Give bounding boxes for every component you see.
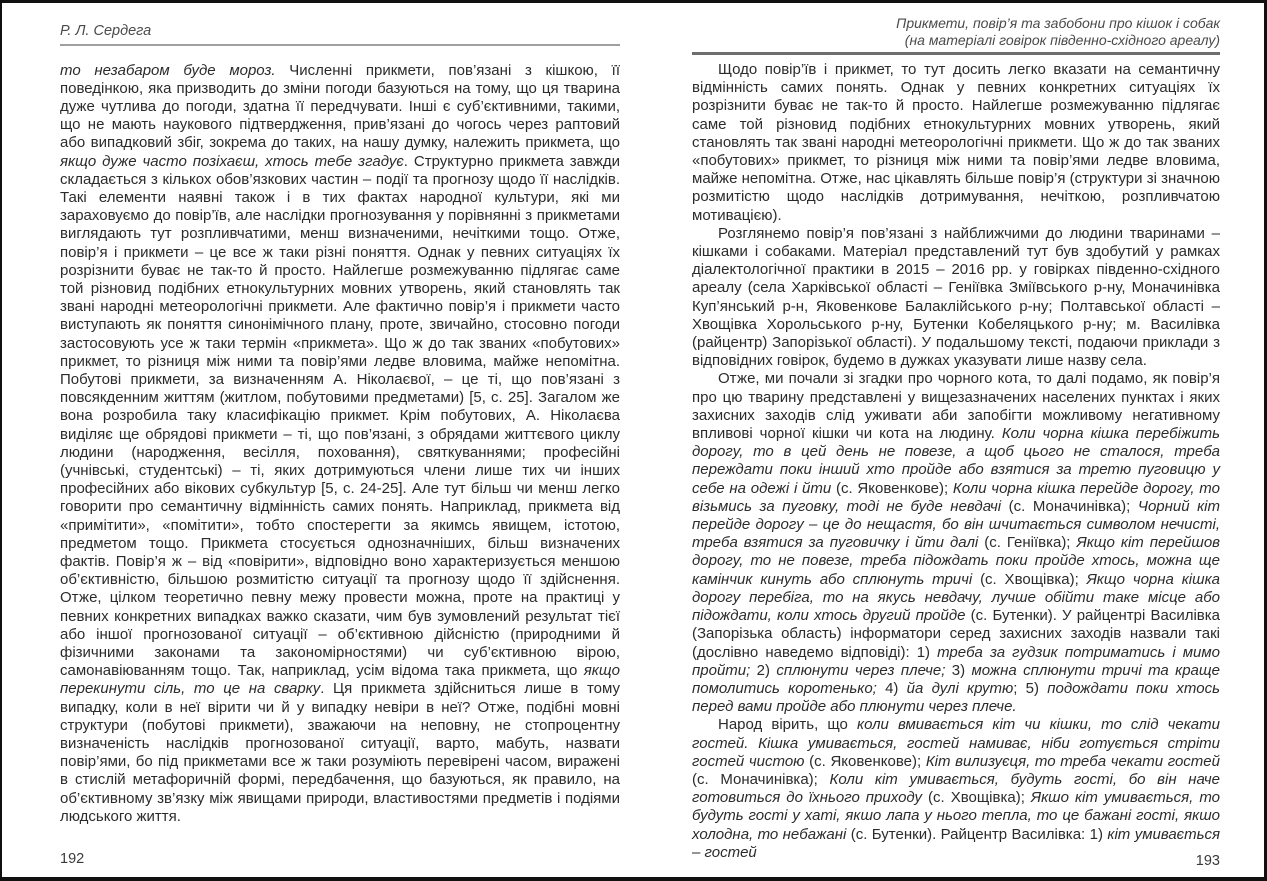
paragraph-continuation: то незабаром буде мороз. Численні прикмети, пов’язані з кішкою, її поведінкою, яка призводить до зміни погоди базуються на тому, що ця тварина дуже чутлива до погоди, здатна її передчувати. Інші є суб’єктивними, такими, що не мають наукового підтвердження, прив’язані до чогось через раптовий або випадковий збіг, зокрема до таких, на нашу думку, належить прикмета, що якщо дуже часто позіхаєш, хтось тебе згадує. Структурно прикмета завжди складається з кількох обов’язкових частин – події та прогнозу щодо її наслідків. Такі елементи наявні також і в тих фактах народної культури, які ми зараховуємо до повір’їв, але наслідки прогнозування у порівнянні з прикметами виглядають тут розпливчатими, менш визначеними, нечіткими тощо. Отже, повір’я і прикмети – це все ж таки різні поняття. Однак у певних ситуаціях їх розрізнити буває не так-то й просто. Найлегше розмежуванню підлягає саме той різновид подібних етнокультурних мовних утворень, який становлять так звані народні метеорологічні прикмети. Але фактично повір’я і прикмети часто виступають як поняття синонімічного плану, проте, звичайно, стосовно погоди застосовують усе ж таки термін «прикмета». Що ж до так званих «побутових» прикмет, то різниця між ними та повір’ями ледве вловима, майже непомітна. Побутові прикмети, за визначенням А. Ніколаєвої, – це ті, що пов’язані з повсякденним життям (житлом, побутовими предметами) [5, с. 25]. Загалом же вона розробила таку класифікацію прикмет. Крім побутових, А. Ніколаєва виділяє ще обрядові прикмети – ті, що пов’язані, з обрядами життєвого циклу людини (народження, весілля, поховання), святкуваннями; професійні (учнівські, студентські) – ті, яких дотримуються члени лише тих чи інших професійних або вікових субкультур [5, с. 24-25]. Але тут більш чи менш легко говорити про семантичну відмінність самих понять. Наприклад, прикмета від «примітити», «помітити», тобто спостерегти за якимсь явищем, істотою, предметом тощо. Прикмета стосується однозначніших, більш визначених фактів. Повір’я ж – від «повірити», відповідно воно характеризується меншою об’єктивністю, більшою розмитістю ситуації та прогнозу щодо її здійснення. Отже, цілком теоретично певну межу провести можна, проте на практиці у певних конкретних випадках важко сказати, чим був зумовлений результат тієї або іншої прогнозованої ситуації – об’єктивною дійсністю (природними й фізичними законами та закономірностями) чи суб’єктивною вірою, самонавіюванням тощо. Так, наприклад, усім відома така прикмета, що якщо перекинути сіль, то це на сварку. Ця прикмета здійсниться лише в тому випадку, коли в неї вірити чи й у випадку невіри в неї? Отже, подібні мовні структури (побутові прикмети), зважаючи на неповну, не стопроцентну визначеність наслідків прогнозованої ситуації, варто, мабуть, назвати повір’ями, бо під прикметами все ж таки розуміють перевірені часом, виражені в стислій метафоричній формі, передбачення, що базуються, як правило, на об’єктивному зв’язку між явищами природи, властивостями предметів і подіями людського життя. (60, 61, 621, 825)
page-left-body (60, 62, 620, 827)
paragraph: Розглянемо повір’я пов’язані з найближчими до людини тваринами – кішками і собаками. Матеріал представлений тут був здобутий у рамках діалектологічної практики в 2015 – 2016 рр. у говірках південно-східного ареалу (села Харківської області – Геніївка Зміївського р-ну, Моначинівка Куп’янський р-н, Яковенкове Балаклійського р-ну; Полтавської області – Хвощівка Хорольського р-ну, Бутенки Кобеляцького р-ну; м. Василівка (райцентр) Запорізької області). У подальшому тексті, подаючи приклади з відповідних говірок, будемо в дужках указувати лише назву села. (692, 224, 1220, 370)
running-head-article-title (692, 15, 1220, 52)
paragraph: Народ вірить, що коли вмивається кіт чи кішки, то слід чекати гостей. Кішка умивається, гостей намиває, ніби готується стріти гостей чистою (с. Яковенкове); Кіт вилизуєця, то треба чекати гостей (с. Моначинівка); Коли кіт умивається, будуть гості, бо він наче готовиться до їхнього приходу (с. Хвощівка); Якшо кіт умивається, то будуть гості у хаті, якшо лапа у нього тепла, то це бажані гості, якшо холодна, то небажані (с. Бутенки). Райцентр Василівка: 1) кіт умивається – гостей (692, 716, 1220, 861)
page-number-left: 192 (60, 851, 85, 867)
page-left (60, 23, 620, 826)
header-rule-left (60, 44, 620, 46)
paragraph: Отже, ми почали зі згадки про чорного кота, то далі подамо, як повір’я про цю тварину представлені у вищезазначених населених пунктах і яких захисних заходів слід уживати аби запобігти можливому негативному впливові чорної кішки чи кота на людину. Коли чорна кішка перебіжить дорогу, то в цей день не повезе, а щоб цього не сталося, треба переждати поки інший хто пройде або взятися за третю пуговицю у себе на одежі і йти (с. Яковенкове); Коли чорна кішка перейде дорогу, то візьмись за пуговку, тоді не буде невдачі (с. Моначинівка); Чорний кіт перейде дорогу – це до нещастя, бо він шчитається символом нечисті, треба взятися за пуговичку і йти далі (с. Геніївка); Якщо кіт перейшов дорогу, то не повезе, треба підождать поки пройде хтось, можна ще камінчик кинуть або сплюнуть тричі (с. Хвощівка); Якщо чорна кішка дорогу перебіга, то на якусь невдачу, лучше обійти таке місце або підождати, коли хтось другий пройде (с. Бутенки). У райцентрі Василівка (Запорізька область) інформатори серед захисних заходів назвали такі (дослівно наведемо відповіді): 1) треба за гудзик потриматись і мимо пройти; 2) сплюнути через плече; 3) можна сплюнути тричі та краще помолитись коротенько; 4) йа дулі крутю; 5) подождати поки хтось перед вами пройде або плюнути через плече. (692, 370, 1220, 716)
running-head-author: Р. Л. Сердега (60, 23, 152, 39)
paragraph: Щодо повір’їв і прикмет, то тут досить легко вказати на семантичну відмінність самих понять. Однак у певних конкретних ситуаціях їх розрізнити буває не так-то й просто. Найлегше розмежуванню підлягає саме той різновид подібних етнокультурних мовних утворень, який становлять так звані народні метеорологічні прикмети. Що ж до так званих «побутових» прикмет, то різниця між ними та повір’ями ледве вловима, майже непомітна. Отже, нас цікавлять більше повір’я (структури зі значною розмитістю щодо наслідків дотримування, нечіткою, розпливчатою мотивацією). (692, 61, 1220, 224)
page-right (692, 15, 1220, 862)
header-rule-right (692, 52, 1220, 55)
running-head-title-line2: (на матеріалі говірок південно-східного ареалу) (904, 31, 1220, 48)
running-head-title-line1: Прикмети, повір’я та забобони про кішок і собак (896, 15, 1220, 31)
page-number-right: 193 (1195, 853, 1220, 869)
page-right-body (692, 61, 1220, 862)
